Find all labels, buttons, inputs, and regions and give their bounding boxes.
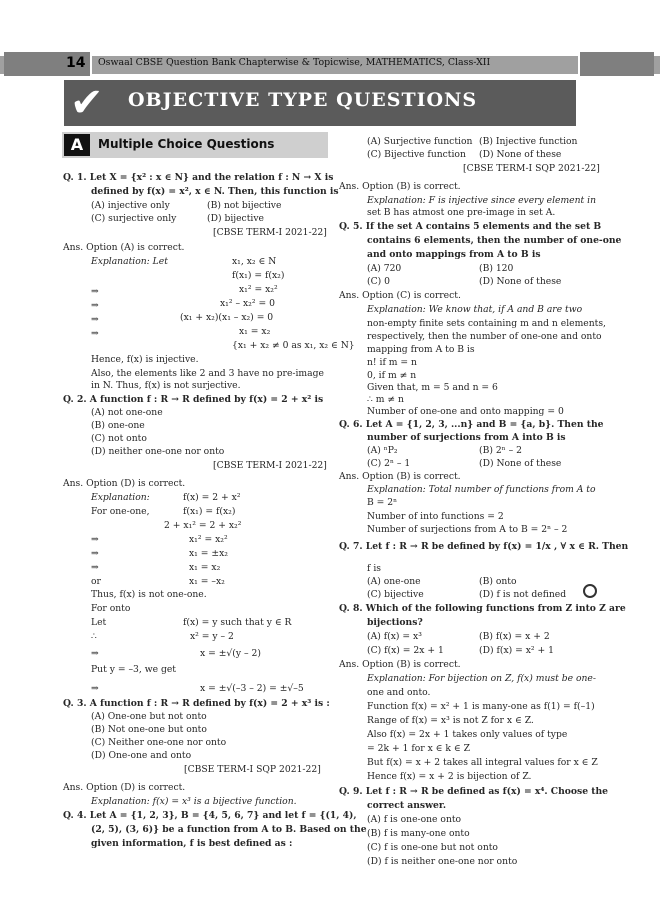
right-text-line: Explanation: We know that, if A and B are two [367, 304, 583, 315]
right-text-line: B = 2ⁿ [367, 497, 398, 508]
right-text-line: (A) Surjective function [367, 136, 473, 147]
left-text-line: f(x) = y such that y ∈ R [183, 617, 292, 628]
left-text-line: [CBSE TERM-I SQP 2021-22] [184, 764, 321, 775]
right-text-line: Hence f(x) = x + 2 is bijection of Z. [367, 771, 532, 782]
section-heading [62, 132, 328, 158]
left-text-line: Hence, f(x) is injective. [91, 354, 199, 365]
right-text-line: ∴ m ≠ n [367, 394, 404, 405]
right-text-line: set B has atmost one pre-image in set A. [367, 207, 556, 218]
left-text-line: ∴ [91, 631, 97, 642]
right-text-line: (C) f is one-one but not onto [367, 842, 498, 853]
right-text-line: f is [367, 563, 381, 574]
right-text-line: (B) onto [479, 576, 517, 587]
right-text-line: respectively, then the number of one-one and onto [367, 331, 602, 342]
right-text-line: correct answer. [367, 800, 447, 811]
badge-icon [583, 584, 597, 598]
right-text-line: and onto mappings from A to B is [367, 249, 541, 260]
left-text-line: Put y = –3, we get [91, 664, 176, 675]
right-text-line: Function f(x) = x² + 1 is many-one as f(1) = f(–1) [367, 701, 595, 712]
left-text-line: Q. 1. Let X = {x² : x ∈ N} and the relation f : N → X is [63, 172, 334, 183]
left-text-line: Ans. Option (D) is correct. [63, 478, 186, 489]
right-text-line: Explanation: Total number of functions from A to [367, 484, 596, 495]
right-text-line: 0, if m ≠ n [367, 370, 417, 381]
right-text-line: number of surjections from A into B is [367, 432, 566, 443]
right-text-line: bijections? [367, 617, 423, 628]
right-text-line: (C) f(x) = 2x + 1 [367, 645, 444, 656]
left-text-line: For onto [91, 603, 131, 614]
right-text-line: (C) 0 [367, 276, 390, 287]
left-text-line: {x₁ + x₂ ≠ 0 as x₁, x₂ ∈ N} [232, 340, 355, 351]
right-text-line: (A) ⁿP₂ [367, 445, 398, 456]
right-text-line: contains 6 elements, then the number of one-one [367, 235, 622, 246]
right-text-line: non-empty finite sets containing m and n elements, [367, 318, 606, 329]
right-text-line: Given that, m = 5 and n = 6 [367, 382, 498, 393]
left-text-line: ⇒ [91, 562, 99, 573]
left-text-line: x = ±√(y – 2) [200, 648, 261, 659]
right-text-line: Q. 7. Let f : R → R be defined by f(x) = 1/x , ∀ x ∈ R. Then [339, 541, 629, 552]
right-text-line: (C) Bijective function [367, 149, 466, 160]
running-header: Oswaal CBSE Question Bank Chapterwise & Topicwise, MATHEMATICS, Class-XII [98, 57, 491, 68]
right-text-line: (B) 120 [479, 263, 514, 274]
left-text-line: Explanation: Let [91, 256, 168, 267]
right-text-line: Ans. Option (C) is correct. [339, 290, 461, 301]
left-text-line: ⇒ [91, 314, 99, 325]
left-text-line: (C) Neither one-one nor onto [91, 737, 227, 748]
left-text-line: x₁ = ±x₂ [189, 548, 228, 559]
right-text-line: Explanation: F is injective since every element in [367, 195, 596, 206]
left-text-line: Q. 2. A function f : R → R defined by f(x) = 2 + x² is [63, 394, 324, 405]
right-text-line: (D) None of these [479, 276, 562, 287]
left-text-line: (A) injective only [91, 200, 170, 211]
left-text-line: defined by f(x) = x², x ∈ N. Then, this function is [91, 186, 339, 197]
left-text-line: in N. Thus, f(x) is not surjective. [91, 380, 241, 391]
left-text-line: (x₁ + x₂)(x₁ – x₂) = 0 [180, 312, 274, 323]
left-text-line: x₁ = x₂ [239, 326, 271, 337]
left-text-line: x₁ = x₂ [189, 562, 221, 573]
right-text-line: Q. 9. Let f : R → R be defined as f(x) = x⁴. Choose the [339, 786, 609, 797]
left-text-line: or [91, 576, 101, 587]
right-text-line: = 2k + 1 for x ∈ k ∈ Z [367, 743, 470, 754]
left-text-line: f(x) = 2 + x² [183, 492, 241, 503]
right-text-line: Also f(x) = 2x + 1 takes only values of type [367, 729, 568, 740]
left-text-line: given information, f is best defined as : [91, 838, 293, 849]
left-text-line: [CBSE TERM-I 2021-22] [213, 460, 327, 471]
left-text-line: (A) not one-one [91, 407, 163, 418]
right-text-line: [CBSE TERM-I SQP 2021-22] [463, 163, 600, 174]
section-title: Multiple Choice Questions [98, 137, 275, 151]
right-text-line: (D) None of these [479, 458, 562, 469]
right-text-line: one and onto. [367, 687, 431, 698]
right-text-line: (D) f is not defined [479, 589, 567, 600]
right-text-line: (B) 2ⁿ – 2 [479, 445, 522, 456]
left-text-line: x = ±√(–3 – 2) = ±√–5 [200, 683, 304, 694]
left-text-line: For one-one, [91, 506, 150, 517]
right-text-line: Range of f(x) = x³ is not Z for x ∈ Z. [367, 715, 534, 726]
left-text-line: ⇒ [91, 683, 99, 694]
left-text-line: x₁² = x₂² [189, 534, 228, 545]
right-text-line: But f(x) = x + 2 takes all integral values for x ∈ Z [367, 757, 598, 768]
right-text-line: Q. 5. If the set A contains 5 elements and the set B [339, 221, 602, 232]
left-text-line: [CBSE TERM-I 2021-22] [213, 227, 327, 238]
left-text-line: x₁, x₂ ∈ N [232, 256, 277, 267]
left-text-line: ⇒ [91, 648, 99, 659]
right-text-line: (A) f(x) = x³ [367, 631, 422, 642]
right-text-line: (C) 2ⁿ – 1 [367, 458, 411, 469]
left-text-line: (2, 5), (3, 6)} be a function from A to B. Based on the [91, 824, 367, 835]
banner-title: OBJECTIVE TYPE QUESTIONS [128, 89, 478, 111]
right-text-line: Number of one-one and onto mapping = 0 [367, 406, 564, 417]
left-text-line: (B) Not one-one but onto [91, 724, 207, 735]
left-text-line: Also, the elements like 2 and 3 have no pre-image [91, 368, 324, 379]
left-text-line: ⇒ [91, 548, 99, 559]
left-text-line: ⇒ [91, 328, 99, 339]
left-text-line: f(x₁) = f(x₂) [232, 270, 285, 281]
right-text-line: (A) one-one [367, 576, 421, 587]
left-text-line: x₁² – x₂² = 0 [220, 298, 275, 309]
right-text-line: Ans. Option (B) is correct. [339, 471, 461, 482]
right-text-line: (C) bijective [367, 589, 424, 600]
right-text-line: (B) f(x) = x + 2 [479, 631, 550, 642]
left-text-line: ⇒ [91, 300, 99, 311]
left-text-line: (C) surjective only [91, 213, 177, 224]
page-number: 14 [66, 55, 86, 71]
left-text-line: Let [91, 617, 107, 628]
left-text-line: 2 + x₁² = 2 + x₂² [164, 520, 242, 531]
left-text-line: Thus, f(x) is not one-one. [91, 589, 207, 600]
right-text-line: Number of surjections from A to B = 2ⁿ – 2 [367, 524, 568, 535]
check-icon: ✔ [70, 80, 104, 126]
right-text-line: n! if m = n [367, 357, 417, 368]
left-text-line: Q. 3. A function f : R → R defined by f(x) = 2 + x³ is : [63, 698, 330, 709]
left-text-line: Explanation: f(x) = x³ is a bijective function. [91, 796, 297, 807]
header-right-block [578, 52, 654, 76]
left-text-line: x₁ = –x₂ [189, 576, 225, 587]
right-text-line: Explanation: For bijection on Z, f(x) must be one- [367, 673, 596, 684]
left-text-line: Q. 4. Let A = {1, 2, 3}, B = {4, 5, 6, 7} and let f = {(1, 4), [63, 810, 357, 821]
right-text-line: (A) 720 [367, 263, 402, 274]
right-text-line: (B) Injective function [479, 136, 578, 147]
left-text-line: (D) One-one and onto [91, 750, 192, 761]
right-text-line: (D) f(x) = x² + 1 [479, 645, 554, 656]
left-text-line: (C) not onto [91, 433, 147, 444]
left-text-line: (D) bijective [207, 213, 264, 224]
left-text-line: (D) neither one-one nor onto [91, 446, 225, 457]
left-text-line: f(x₁) = f(x₂) [183, 506, 236, 517]
right-text-line: (A) f is one-one onto [367, 814, 462, 825]
right-text-line: Ans. Option (B) is correct. [339, 181, 461, 192]
right-text-line: Ans. Option (B) is correct. [339, 659, 461, 670]
objective-banner [64, 80, 576, 126]
left-text-line: (B) not bijective [207, 200, 282, 211]
page-number-box [4, 52, 92, 76]
right-text-line: (B) f is many-one onto [367, 828, 470, 839]
left-text-line: ⇒ [91, 286, 99, 297]
left-text-line: (A) One-one but not onto [91, 711, 207, 722]
left-text-line: ⇒ [91, 534, 99, 545]
right-text-line: Q. 8. Which of the following functions from Z into Z are [339, 603, 626, 614]
left-text-line: Ans. Option (A) is correct. [63, 242, 185, 253]
right-text-line: mapping from A to B is [367, 344, 475, 355]
right-text-line: (D) None of these [479, 149, 562, 160]
right-text-line: Q. 6. Let A = {1, 2, 3, ...n} and B = {a, b}. Then the [339, 419, 604, 430]
left-text-line: Ans. Option (D) is correct. [63, 782, 186, 793]
right-text-line: (D) f is neither one-one nor onto [367, 856, 518, 867]
left-text-line: Explanation: [91, 492, 150, 503]
right-text-line: Number of into functions = 2 [367, 511, 504, 522]
left-text-line: (B) one-one [91, 420, 145, 431]
left-text-line: x² = y – 2 [190, 631, 234, 642]
left-text-line: x₁² = x₂² [239, 284, 278, 295]
section-letter: A [64, 134, 90, 156]
